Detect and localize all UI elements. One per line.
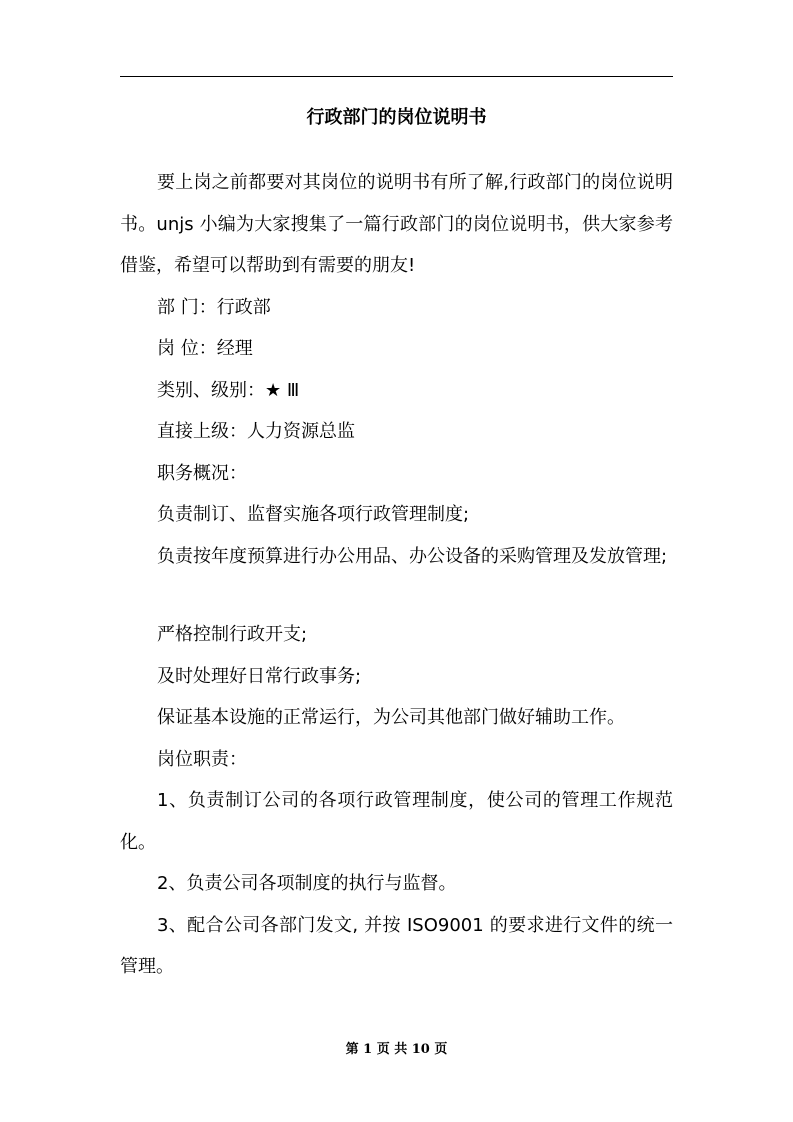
position-line: 岗 位：经理 — [157, 338, 253, 359]
header-rule — [120, 76, 673, 77]
paragraph-gap — [120, 577, 673, 614]
direct-superior-line: 直接上级：人力资源总监 — [157, 421, 355, 442]
document-title: 行政部门的岗位说明书 — [306, 107, 487, 128]
document-body — [120, 162, 673, 988]
overview-item: 负责制订、监督实施各项行政管理制度; — [157, 504, 470, 525]
responsibility-item: 2、负责公司各项制度的执行与监督。 — [157, 873, 457, 894]
overview-item: 负责按年度预算进行办公用品、办公设备的采购管理及发放管理; — [157, 545, 668, 567]
duties-overview-heading: 职务概况： — [157, 462, 247, 484]
department-line: 部 门：行政部 — [157, 296, 271, 318]
category-level-line: 类别、级别：★ Ⅲ — [157, 379, 300, 401]
intro-paragraph: 要上岗之前都要对其岗位的说明书有所了解,行政部门的岗位说明书。unjs 小编为大家搜集了一篇行政部门的岗位说明书，供大家参考借鉴，希望可以帮助到有需要的朋友! — [120, 172, 673, 276]
responsibility-item: 3、配合公司各部门发文, 并按 ISO9001 的要求进行文件的统一管理。 — [120, 914, 673, 977]
page-number-footer: 第 1 页 共 10 页 — [345, 1042, 448, 1057]
overview-item: 及时处理好日常行政事务; — [157, 665, 362, 687]
overview-item: 严格控制行政开支; — [157, 624, 308, 645]
responsibility-item: 1、负责制订公司的各项行政管理制度，使公司的管理工作规范化。 — [120, 790, 673, 853]
responsibilities-heading: 岗位职责： — [157, 748, 247, 770]
overview-item: 保证基本设施的正常运行，为公司其他部门做好辅助工作。 — [157, 707, 625, 728]
